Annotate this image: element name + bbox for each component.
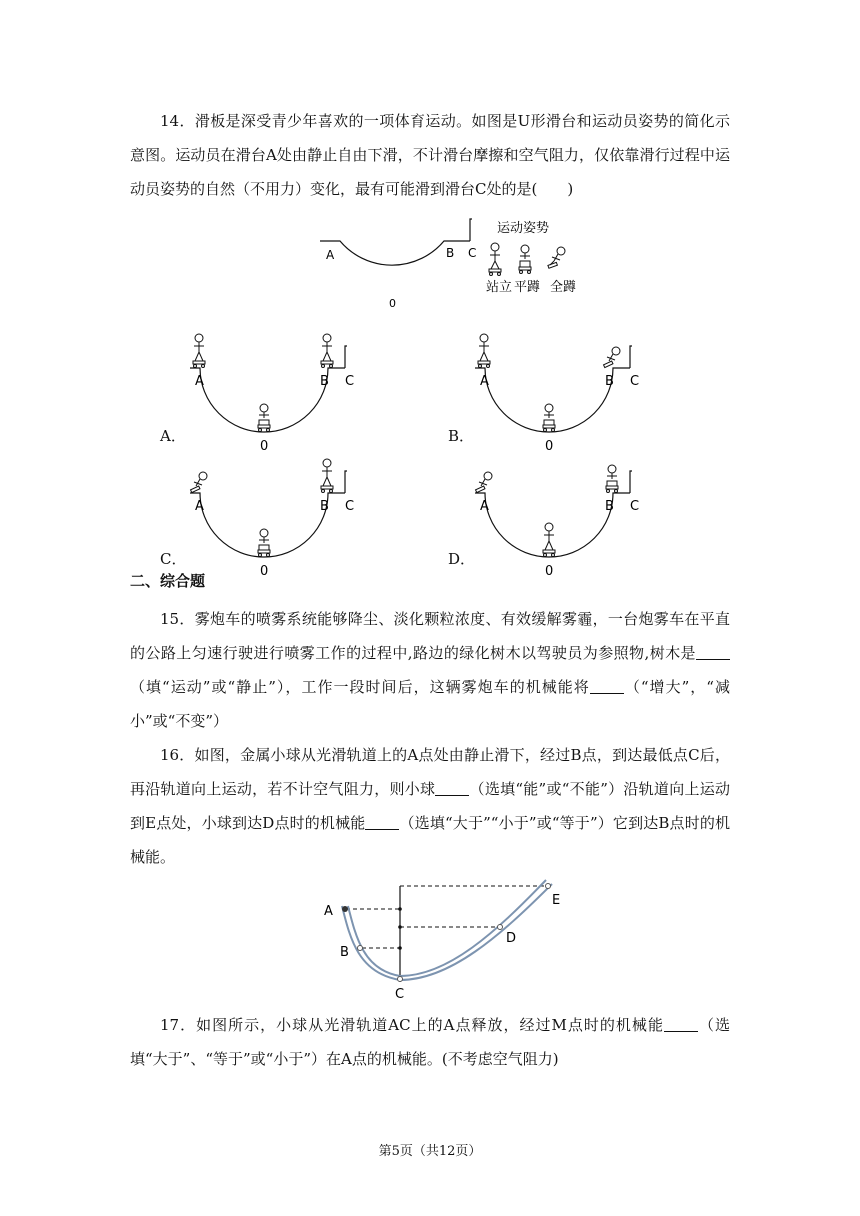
track-label-B: B: [605, 374, 614, 389]
track-label-O: 0: [545, 439, 554, 454]
option-figure-b: [470, 330, 650, 454]
q15-blank-2: [590, 679, 624, 694]
stand-figure-icon: [321, 459, 333, 493]
track-label-B: B: [340, 945, 349, 960]
question-14: [130, 104, 730, 206]
q17-blank-1: [664, 1017, 698, 1032]
option-c-label: C．: [160, 550, 187, 568]
q15-part3: （“增大”，“减小”或“不变”）: [130, 678, 730, 730]
stand-figure-icon: [543, 523, 555, 557]
q17-part1: 17．如图所示，小球从光滑轨道AC上的A点释放，经过M点时的机械能: [160, 1016, 664, 1034]
flat-squat-figure-icon: [258, 404, 270, 432]
label-B: B: [446, 246, 455, 260]
q16-part1: 16．如图，金属小球从光滑轨道上的A点处由静止滑下，经过B点，到达最低点C后，再沿轨道向上运动，若不计空气阻力，则小球: [130, 746, 730, 798]
track-label-A: A: [480, 374, 489, 389]
track-label-A: A: [324, 904, 333, 919]
q16-track-figure: [320, 878, 580, 1003]
option-figure-a: [185, 330, 365, 454]
label-O: 0: [389, 297, 396, 310]
full-squat-figure-icon: [476, 472, 492, 493]
page-footer: 第5页（共12页）: [378, 1144, 482, 1159]
option-figure-c: [185, 455, 365, 579]
q16-part2: （选填“能”或“不能”）沿轨道向上运动到E点处，小球到达D点时的机械能: [130, 780, 730, 832]
question-17: [130, 1008, 730, 1076]
option-b-label: B．: [448, 427, 475, 445]
q16-blank-1: [435, 781, 469, 796]
question-16: [130, 738, 730, 874]
q14-main-figure: [310, 215, 590, 315]
track-label-O: 0: [260, 564, 269, 579]
section-heading: 二、综合题: [130, 572, 206, 590]
track-label-C: C: [630, 374, 640, 389]
track-label-A: A: [480, 499, 489, 514]
legend-full: 全蹲: [550, 280, 577, 295]
full-squat-figure-icon: [191, 472, 207, 493]
stand-figure-icon: [478, 334, 490, 368]
option-figure-d: [470, 455, 650, 579]
track-label-C: C: [345, 499, 355, 514]
track-label-B: B: [605, 499, 614, 514]
track-label-O: 0: [545, 564, 554, 579]
option-d-label: D．: [448, 550, 476, 568]
flat-squat-figure-icon: [543, 404, 555, 432]
legend-flat: 平蹲: [514, 280, 541, 295]
q15-blank-1: [696, 645, 730, 660]
label-A: A: [326, 248, 335, 262]
track-label-B: B: [320, 499, 329, 514]
track-label-C: C: [395, 987, 405, 1002]
flat-squat-figure-icon: [519, 245, 531, 274]
track-label-B: B: [320, 374, 329, 389]
flat-squat-figure-icon: [258, 529, 270, 557]
stand-figure-icon: [489, 243, 501, 276]
track-label-C: C: [345, 374, 355, 389]
q15-part2: （填“运动”或“静止”），工作一段时间后，这辆雾炮车的机械能将: [130, 678, 590, 696]
question-14-text: 14．滑板是深受青少年喜欢的一项体育运动。如图是U形滑台和运动员姿势的简化示意图。运动员在滑台A处由静止自由下滑，不计滑台摩擦和空气阻力，仅依靠滑行过程中运动员姿势的自然（不用力）变化，最有可能滑到滑台C处的是( ): [130, 112, 730, 198]
q15-part1: 15．雾炮车的喷雾系统能够降尘、淡化颗粒浓度、有效缓解雾霾，一台炮雾车在平直的公路上匀速行驶进行喷雾工作的过程中,路边的绿化树木以驾驶员为参照物,树木是: [130, 610, 730, 662]
q16-blank-2: [365, 815, 399, 830]
track-label-O: 0: [260, 439, 269, 454]
full-squat-figure-icon: [604, 347, 620, 368]
flat-squat-figure-icon: [606, 465, 618, 493]
full-squat-figure-icon: [548, 247, 565, 268]
track-label-A: A: [195, 499, 204, 514]
label-C: C: [468, 246, 477, 260]
q17-part2: （选填“大于”、“等于”或“小于”）在A点的机械能。(不考虑空气阻力): [130, 1016, 730, 1068]
legend-stand: 站立: [486, 280, 513, 295]
q16-part3: （选填“大于”“小于”或“等于”）它到达B点时的机械能。: [130, 814, 730, 866]
legend-title: 运动姿势: [497, 221, 550, 236]
track-label-C: C: [630, 499, 640, 514]
question-15: [130, 602, 730, 738]
stand-figure-icon: [321, 334, 333, 368]
track-label-A: A: [195, 374, 204, 389]
stand-figure-icon: [193, 334, 205, 368]
track-label-D: D: [506, 931, 517, 946]
track-label-E: E: [552, 893, 561, 908]
option-a-label: A．: [160, 427, 186, 445]
